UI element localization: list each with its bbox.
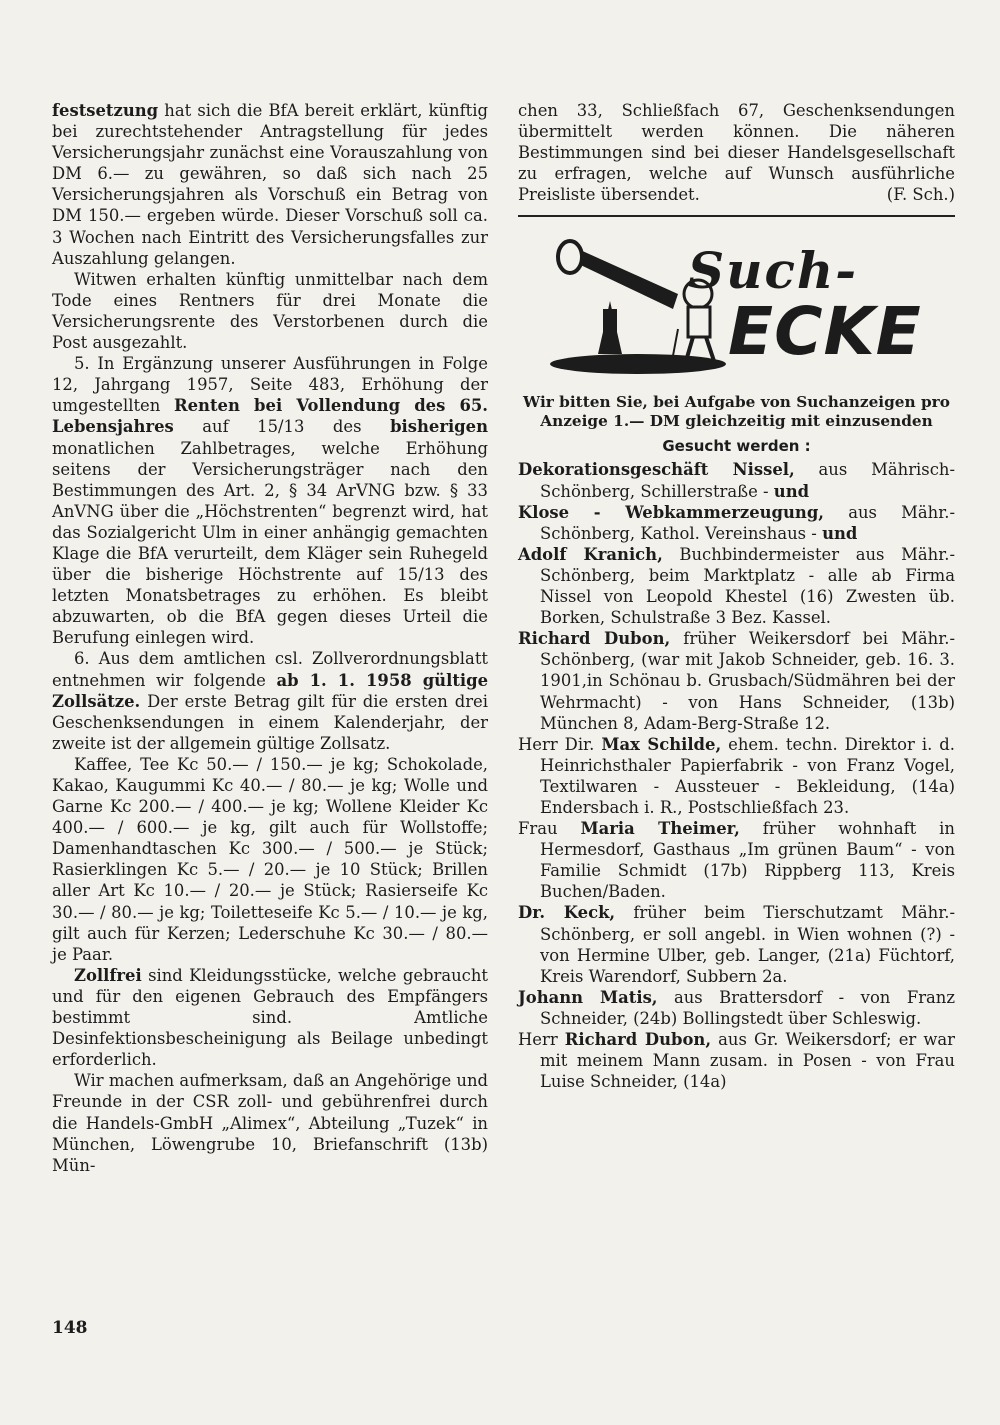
bold-term: Zollfrei [74,965,142,985]
paragraph-text: auf 15/13 des [173,417,391,437]
divider [518,215,955,217]
entry-name: Dr. Keck, [518,903,616,923]
logo-word: ECKE [728,293,922,371]
entry-name: Max Schilde, [601,734,722,754]
entry-conjunction: und [773,481,810,501]
entry-name: Johann Matis, [518,987,658,1007]
entry-text: früher Weikersdorf bei Mähr.-Schönberg, (war mit Jakob Schneider, geb. 16. 3. 1901,in Schönau b. Grusbach/Südmähren bei der Wehrmacht) - von Hans Schneider, (13b) München 8, Adam-Berg-Straße 12. [540,629,955,733]
bold-term: festsetzung [52,101,159,120]
bold-term: Renten bei Vollendung des 65. Lebensjahres [52,396,489,437]
entry-name: Richard Dubon, [518,629,671,649]
author-signature: (F. Sch.) [886,185,955,205]
paragraph-widows: Witwen erhalten künftig unmittelbar nach dem Tode eines Rentners für drei Monate die Versicherungsrente des Verstorbenen durch die Post ausgezahlt. [52,269,488,353]
search-entry [518,502,955,544]
search-entry [518,902,955,986]
paragraph-text: 6. Aus dem amtlichen csl. Zollverordnungsblatt entnehmen wir folgende [52,649,488,690]
entry-name: Richard Dubon, [564,1030,712,1049]
page-number: 148 [52,1318,88,1338]
paragraph-tariffs: Kaffee, Tee Kc 50.— / 150.— je kg; Schokolade, Kakao, Kaugummi Kc 40.— / 80.— je kg; Wolle und Garne Kc 200.— / 400.— je kg; Wollene Kleider Kc 400.— / 600.— je kg, gilt auch für Wollstoffe; Damenhandtaschen Kc 300.— / 500.— je Stück; Rasierklingen Kc 5.— / 20.— je 10 Stück; Brillen aller Art Kc 10.— / 20.— je Stück; Rasierseife Kc 30.— / 80.— je kg; Toiletteseife Kc 5.— / 10.— je kg, gilt auch für Kerzen; Lederschuhe Kc 30.— / 80.— je Paar. [52,754,488,964]
paragraph-customs [52,648,488,753]
paragraph-pensions [52,353,488,648]
entry-text: Buchbindermeister aus Mähr.-Schönberg, beim Marktplatz - alle ab Firma Nissel von Leopold Khestel (16) Zwesten üb. Borken, Schulstraße 3 Bez. Kassel. [540,544,956,628]
entry-prefix: Herr Dir. [518,734,602,754]
search-entry [518,628,955,733]
entry-text: aus Gr. Weikersdorf; er war mit meinem Mann zusam. in Posen - von Frau Luise Schneider, (14a) [540,1030,955,1092]
sought-heading: Gesucht werden : [662,437,811,456]
paragraph-advance-payment [52,100,488,269]
logo-title: Such- [688,241,859,301]
entry-name: Dekorationsgeschäft Nissel, [518,460,795,480]
right-column [518,100,955,1092]
paragraph-text: 5. In Ergänzung unserer Ausführungen in Folge 12, Jahrgang 1957, Seite 483, Erhöhung der umgestellten [52,354,488,416]
entry-text: ehem. techn. Direktor i. d. Heinrichsthaler Papierfabrik - von Franz Vogel, Textilwaren - Aussteuer - Bekleidung, (14a) Endersbach i. R., Postschließfach 23. [540,734,956,817]
paragraph-duty-free [52,965,488,1070]
bold-term: ab 1. 1. 1958 gültige Zollsätze. [52,670,488,711]
entry-prefix: Herr [518,1030,565,1049]
such-ecke-logo [518,231,955,381]
fee-notice: Wir bitten Sie, bei Aufgabe von Suchanzeigen pro Anzeige 1.— DM gleichzeitig mit einzusenden [523,393,950,431]
paragraph-text: chen 33, Schließfach 67, Geschenksendungen übermittelt werden können. Die näheren Bestimmungen sind bei dieser Handelsgesellschaft zu erfragen, welche auf Wunsch ausführliche Preisliste übersendet. [518,101,955,205]
entry-name: Klose - Webkammerzeugung, [518,502,825,522]
entry-text: aus Mähr.-Schönberg, Kathol. Vereinshaus - [540,502,955,543]
paragraph-text: sind Kleidungsstücke, welche gebraucht und für den eigenen Gebrauch des Empfängers bestimmt sind. Amtliche Desinfektionsbescheinigung als Beilage unbedingt erforderlich. [52,965,488,1070]
entry-name: Maria Theimer, [580,819,740,839]
entry-conjunction: und [822,523,858,543]
entry-text: aus Brattersdorf - von Franz Schneider, (24b) Bollingstedt über Schleswig. [540,987,955,1028]
left-column [52,100,488,1176]
search-entry [518,818,955,902]
paragraph-alimex: Wir machen aufmerksam, daß an Angehörige und Freunde in der CSR zoll- und gebührenfrei durch die Handels-GmbH „Alimex“, Abteilung „Tuzek“ in München, Löwengrube 10, Briefanschrift (13b) Mün- [52,1071,488,1175]
entry-text: aus Mährisch-Schönberg, Schillerstraße - [540,460,955,501]
paragraph-continuation [518,100,955,205]
paragraph-text: Der erste Betrag gilt für die ersten drei Geschenksendungen in einem Kalenderjahr, der zweite ist der allgemein gültige Zollsatz. [52,691,488,753]
search-entry [518,1029,955,1092]
entry-text: früher wohnhaft in Hermesdorf, Gasthaus „Im grünen Baum“ - von Familie Schmidt (17b) Rippberg 113, Kreis Buchen/Baden. [540,819,955,902]
bold-term: bisherigen [390,417,488,437]
search-entry [518,987,955,1029]
search-entry [518,734,955,818]
paragraph-text: hat sich die BfA bereit erklärt, künftig bei zurechtstehender Antragstellung für jedes Versicherungsjahr zunächst eine Vorauszahlung von DM 6.— zu gewähren, so daß sich nach 25 Versicherungsjahren als Vorschuß ein Betrag von DM 150.— ergeben würde. Dieser Vorschuß soll ca. 3 Wochen nach Eintritt des Versicherungsfalles zur Auszahlung gelangen. [52,101,488,268]
entry-text: früher beim Tierschutzamt Mähr.-Schönberg, er soll angebl. in Wien wohnen (?) - von Hermine Ulber, geb. Langer, (21a) Füchtorf, Kreis Warendorf, Subbern 2a. [540,903,955,986]
search-entry [518,459,955,501]
entry-prefix: Frau [518,819,581,839]
search-entry [518,544,955,628]
entry-name: Adolf Kranich, [518,544,663,564]
paragraph-text: monatlichen Zahlbetrages, welche Erhöhung seitens der Versicherungsträger nach den Bestimmungen des Art. 2, § 34 ArVNG bzw. § 33 AnVNG über die „Höchstrenten“ begrenzt wird, hat das Sozialgericht Ulm in einer anhängig gemachten Klage die BfA verurteilt, dem Kläger sein Ruhegeld über die bisherige Höchstrente auf 15/13 des letzten Monatsbetrages zu erhöhen. Es bleibt abzuwarten, ob die BfA gegen dieses Urteil die Berufung einlegen wird. [52,438,488,648]
